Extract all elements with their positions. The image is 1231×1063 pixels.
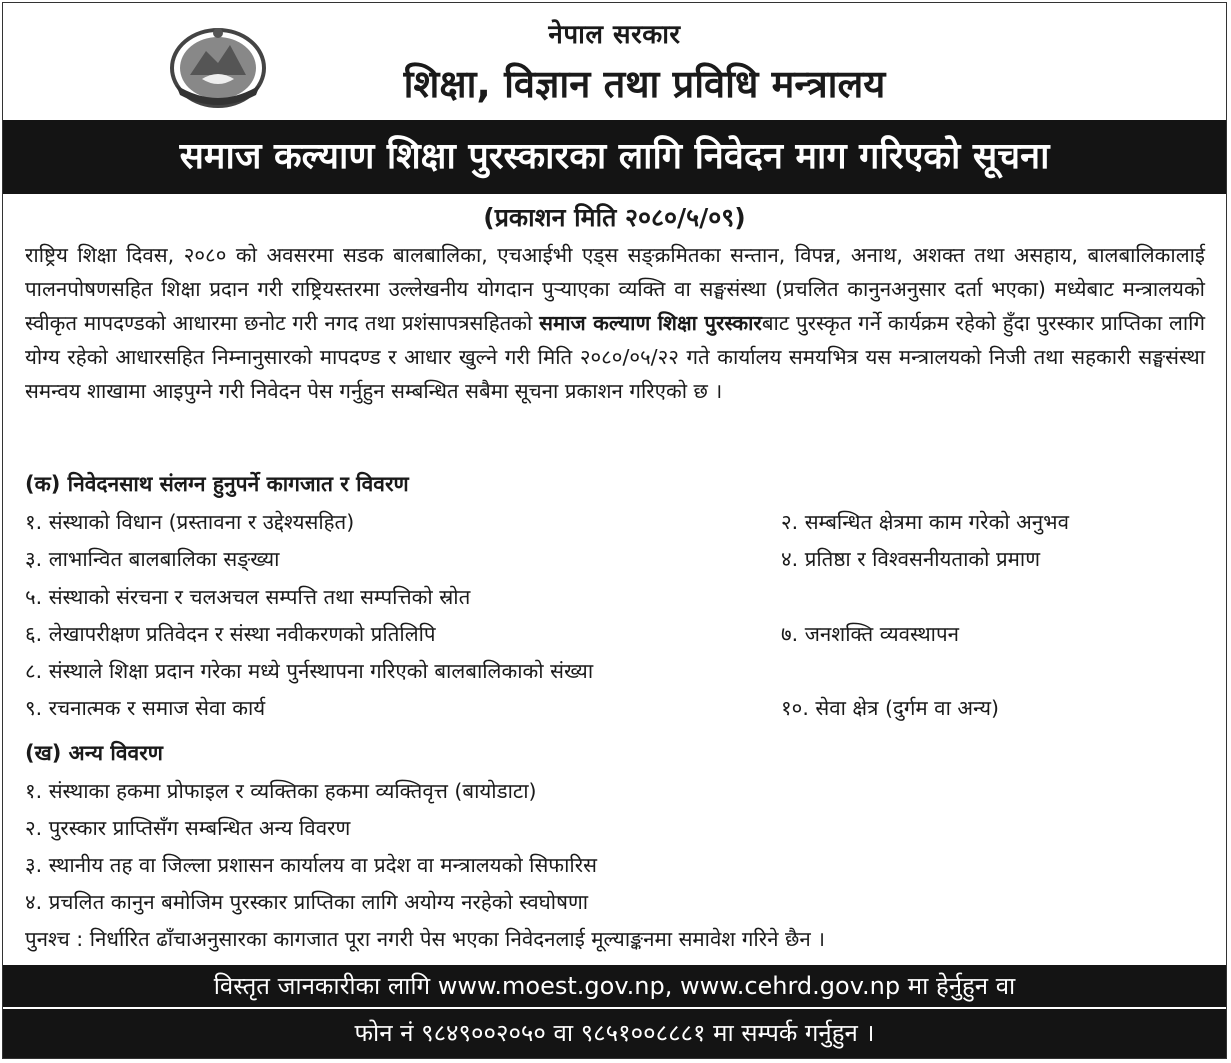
section-ka-item-3: ३. लाभान्वित बालबालिका सङ्ख्या bbox=[25, 547, 280, 571]
section-kha-title: (ख) अन्य विवरण bbox=[25, 741, 163, 765]
footer-website-line: विस्तृत जानकारीका लागि www.moest.gov.np, www.cehrd.gov.np मा हेर्नुहुन वा bbox=[3, 965, 1226, 1007]
section-ka-item-7: ७. जनशक्ति व्यवस्थापन bbox=[781, 622, 960, 646]
ministry-name: शिक्षा, विज्ञान तथा प्रविधि मन्त्रालय bbox=[403, 62, 886, 106]
section-ka-item-1: १. संस्थाको विधान (प्रस्तावना र उद्देश्यसहित) bbox=[25, 510, 355, 534]
government-name: नेपाल सरकार bbox=[548, 20, 681, 50]
section-ka-item-10: १०. सेवा क्षेत्र (दुर्गम वा अन्य) bbox=[781, 696, 999, 720]
notice-body bbox=[25, 238, 1205, 408]
body-part-1: राष्ट्रिय शिक्षा दिवस, २०८० को अवसरमा सडक बालबालिका, एचआईभी एड्स सङ्क्रमितका सन्तान, विपन्न, अनाथ, अशक्त तथा असहाय, बालबालिकालाई पालनपोषणसहित शिक्षा प्रदान गरी राष्ट्रियस्तरमा उल्लेखनीय योगदान पुऱ्याएका व्यक्ति वा सङ्घसंस्था (प्रचलित कानुनअनुसार दर्ता भएका) मध्येबाट मन्त्रालयको स्वीकृत मापदण्डको आधारमा छनोट गरी नगद तथा प्रशंसापत्रसहितको bbox=[25, 243, 1205, 335]
section-ka-item-5: ५. संस्थाको संरचना र चलअचल सम्पत्ति तथा सम्पत्तिको स्रोत bbox=[25, 585, 471, 609]
section-kha-item-1: १. संस्थाका हकमा प्रोफाइल र व्यक्तिका हकमा व्यक्तिवृत्त (बायोडाटा) bbox=[25, 779, 537, 803]
notice-title: समाज कल्याण शिक्षा पुरस्कारका लागि निवेदन माग गरिएको सूचना bbox=[3, 120, 1226, 194]
section-ka-item-6: ६. लेखापरीक्षण प्रतिवेदन र संस्था नवीकरणको प्रतिलिपि bbox=[25, 622, 436, 646]
footer-phone-line: फोन नं ९८४९००२०५० वा ९८५१००८८८१ मा सम्पर्क गर्नुहुन । bbox=[3, 1009, 1226, 1059]
notice-document bbox=[2, 2, 1227, 1059]
postscript: पुनश्च : निर्धारित ढाँचाअनुसारका कागजात पूरा नगरी पेस भएका निवेदनलाई मूल्याङ्कनमा समावेश गरिने छैन । bbox=[25, 927, 826, 951]
section-ka-title: (क) निवेदनसाथ संलग्न हुनुपर्ने कागजात र विवरण bbox=[25, 472, 409, 496]
section-ka-item-8: ८. संस्थाले शिक्षा प्रदान गरेका मध्ये पुर्नस्थापना गरिएको बालबालिकाको संख्या bbox=[25, 659, 594, 683]
section-kha-item-4: ४. प्रचलित कानुन बमोजिम पुरस्कार प्राप्तिका लागि अयोग्य नरहेको स्वघोषणा bbox=[25, 890, 589, 914]
award-name: समाज कल्याण शिक्षा पुरस्कार bbox=[539, 311, 762, 335]
body-part-2: बाट पुरस्कृत गर्ने कार्यक्रम रहेको हुँदा पुरस्कार प्राप्तिका लागि योग्य रहेको आधारसहित निम्नानुसारको मापदण्ड र आधार खुल्ने गरी मिति २०८०/०५/२२ गते कार्यालय समयभित्र यस मन्त्रालयको निजी तथा सहकारी सङ्घसंस्था समन्वय शाखामा आइपुग्ने गरी निवेदन पेस गर्नुहुन सम्बन्धित सबैमा सूचना प्रकाशन गरिएको छ । bbox=[25, 311, 1206, 403]
section-ka-item-2: २. सम्बन्धित क्षेत्रमा काम गरेको अनुभव bbox=[781, 510, 1069, 534]
section-ka-item-9: ९. रचनात्मक र समाज सेवा कार्य bbox=[25, 696, 266, 720]
publication-date: (प्रकाशन मिति २०८०/५/०९) bbox=[483, 203, 746, 232]
section-ka-item-4: ४. प्रतिष्ठा र विश्वसनीयताको प्रमाण bbox=[781, 547, 1041, 571]
section-kha-item-2: २. पुरस्कार प्राप्तिसँग सम्बन्धित अन्य विवरण bbox=[25, 816, 351, 840]
header bbox=[3, 3, 1226, 119]
section-kha-item-3: ३. स्थानीय तह वा जिल्ला प्रशासन कार्यालय वा प्रदेश वा मन्त्रालयको सिफारिस bbox=[25, 853, 597, 877]
